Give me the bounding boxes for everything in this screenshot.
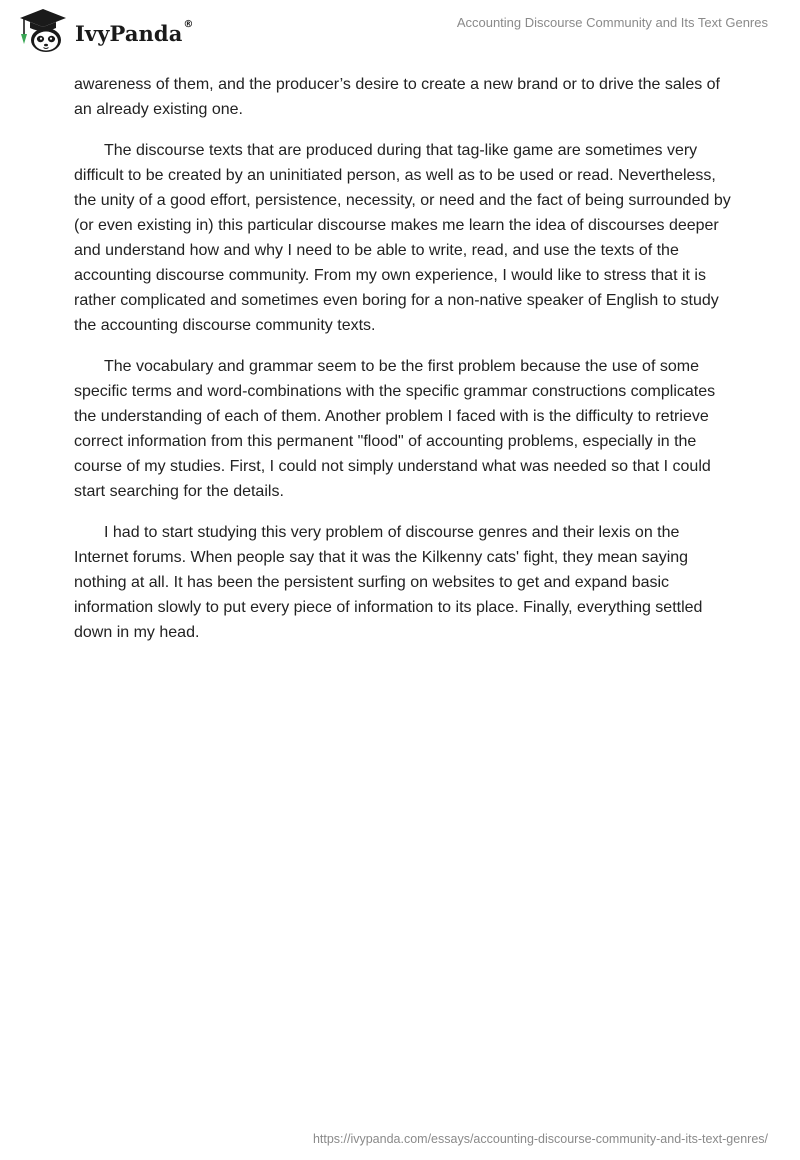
brand-name: IvyPanda® bbox=[75, 18, 194, 46]
paragraph-internet-forums: I had to start studying this very problem of discourse genres and their lexis on the Internet forums. When people say that it was the Kilkenny cats' fight, they mean saying nothing at all. It has been the persistent surfing on websites to get and expand basic information slowly to put every piece of information to its place. Finally, everything settled down in my head. bbox=[74, 524, 703, 641]
source-url-link[interactable]: https://ivypanda.com/essays/accounting-discourse-community-and-its-text-genres/ bbox=[312, 1132, 768, 1146]
panda-graduation-cap-icon bbox=[16, 8, 70, 54]
paragraph-continuation: awareness of them, and the producer’s desire to create a new brand or to drive the sales of an already existing one. bbox=[74, 76, 720, 118]
registered-mark: ® bbox=[183, 18, 194, 30]
document-title: Accounting Discourse Community and Its Text Genres bbox=[456, 15, 768, 30]
ivypanda-logo[interactable] bbox=[16, 8, 194, 54]
paragraph-discourse-texts: The discourse texts that are produced during that tag-like game are sometimes very difficult to be created by an uninitiated person, as well as to be used or read. Nevertheless, the unity of a good effort, persistence, necessity, or need and the fact of being surrounded by (or even existing in) this particular discourse makes me learn the idea of discourses deeper and understand how and why I need to be able to write, read, and use the texts of the accounting discourse community. From my own experience, I would like to stress that it is rather complicated and sometimes even boring for a non-native speaker of English to study the accounting discourse community texts. bbox=[74, 142, 731, 334]
essay-body bbox=[74, 72, 734, 661]
paragraph-vocabulary-grammar: The vocabulary and grammar seem to be the first problem because the use of some specific terms and word-combinations with the specific grammar constructions complicates the understanding of each of them. Another problem I faced with is the difficulty to retrieve correct information from this permanent "flood" of accounting problems, especially in the course of my studies. First, I could not simply understand what was needed so that I could start searching for the details. bbox=[74, 358, 716, 500]
page-header bbox=[0, 0, 800, 70]
